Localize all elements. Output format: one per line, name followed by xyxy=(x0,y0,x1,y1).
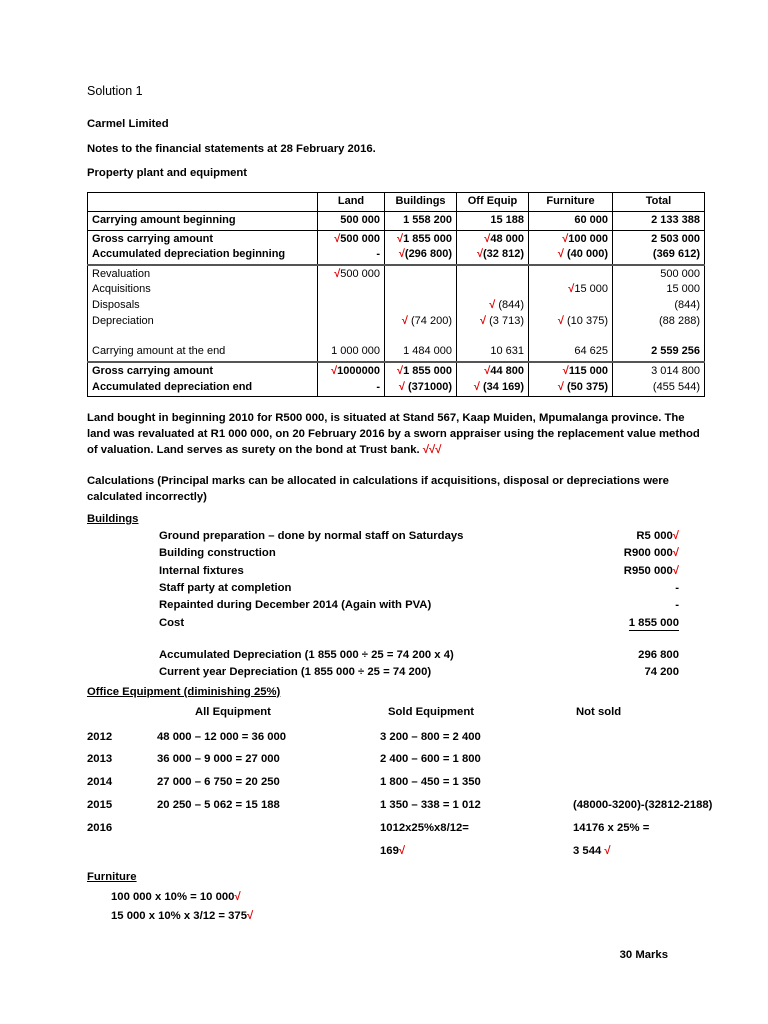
notes-heading: Notes to the financial statements at 28 February 2016. xyxy=(87,142,376,155)
row-label-group xyxy=(88,230,318,265)
col-header-total: Total xyxy=(613,192,705,211)
check-mark-icon: √ xyxy=(334,267,341,280)
row-label: Accumulated depreciation beginning xyxy=(92,248,286,261)
table-header-row xyxy=(87,705,765,730)
furniture-line-text: 100 000 x 10% = 10 000 xyxy=(111,890,235,903)
cell-buildings-group: √ (74 200) 1 484 000 xyxy=(385,265,457,362)
check-mark-icon: √ xyxy=(234,890,241,903)
list-item xyxy=(87,563,704,580)
cell-year: 2012 xyxy=(87,730,113,743)
col-header-buildings: Buildings xyxy=(385,192,457,211)
cell-not-sold: 3 544 √ xyxy=(573,844,611,857)
cell-all-equipment: 48 000 – 12 000 = 36 000 xyxy=(157,730,287,743)
table-row xyxy=(87,752,765,775)
cell-land: 500 000 xyxy=(318,211,385,230)
check-mark-icon: √ xyxy=(604,844,611,857)
cell-all-equipment xyxy=(145,844,380,867)
cell-year: 2016 xyxy=(87,821,113,834)
col-header-land: Land xyxy=(318,192,385,211)
cell-sold-equipment: 1 800 – 450 = 1 350 xyxy=(380,776,481,789)
table-row xyxy=(88,211,705,230)
cost-amount: R950 000√ xyxy=(623,564,679,577)
check-mark-icon: √ xyxy=(672,564,679,577)
check-mark-icon: √ xyxy=(562,364,569,377)
cell-sold-equipment: 2 400 – 600 = 1 800 xyxy=(380,753,481,766)
ppe-table xyxy=(87,192,705,397)
check-mark-icon: √ xyxy=(247,910,254,923)
cost-amount-total: 1 855 000 xyxy=(628,616,679,629)
depreciation-label: Current year Depreciation (1 855 000 ÷ 25 = 74 200) xyxy=(159,666,432,679)
cell-all-equipment: 20 250 – 5 062 = 15 188 xyxy=(157,799,280,812)
check-mark-icon: √ xyxy=(473,380,484,393)
cell-year: 2015 xyxy=(87,799,113,812)
list-item xyxy=(111,907,704,927)
office-equipment-table xyxy=(87,705,765,867)
check-mark-icon: √ xyxy=(398,844,406,857)
cell-not-sold xyxy=(573,730,765,753)
cell-year: 2014 xyxy=(87,776,113,789)
table-row xyxy=(87,798,765,821)
cell-sold-equipment: 1012x25%x8/12= xyxy=(380,821,469,834)
table-row xyxy=(87,844,765,867)
col-header-off-equip: Off Equip xyxy=(457,192,529,211)
cell-land-group: √500 000 1 000 000 xyxy=(318,265,385,362)
cell-furniture-group: √115 000 √ (50 375) xyxy=(529,362,613,397)
cell-buildings-group: √1 855 000 √(296 800) xyxy=(385,230,457,265)
cell-all-equipment: 27 000 – 6 750 = 20 250 xyxy=(157,776,280,789)
cell-year xyxy=(87,844,145,867)
cell-sold-equipment: 3 200 – 800 = 2 400 xyxy=(380,730,481,743)
row-label: Carrying amount at the end xyxy=(92,345,226,358)
col-header-year xyxy=(87,705,145,730)
row-label-group xyxy=(88,362,318,397)
cell-buildings: 1 558 200 xyxy=(385,211,457,230)
cost-amount: R900 000√ xyxy=(623,547,679,560)
check-mark-icon: √ xyxy=(568,283,575,296)
cell-land-group: √1000000 - xyxy=(318,362,385,397)
col-header-sold-equipment: Sold Equipment xyxy=(388,705,474,718)
cost-label: Ground preparation – done by normal staff on Saturdays xyxy=(159,529,464,542)
check-mark-icon: √ xyxy=(557,380,568,393)
furniture-line-text: 15 000 x 10% x 3/12 = 375 xyxy=(111,910,247,923)
office-equipment-heading: Office Equipment (diminishing 25%) xyxy=(87,685,281,698)
depreciation-amount: 296 800 xyxy=(638,649,679,662)
cell-off-equip-group: √48 000 √(32 812) xyxy=(457,230,529,265)
spacer-row xyxy=(87,632,704,647)
land-note-text: Land bought in beginning 2010 for R500 000, is situated at Stand 567, Kaap Muiden, Mpumalanga province. The land was revaluated at R1 000 000, on 20 February 2016 by a sworn appraiser using the replacement value method of valuation. Land serves as surety on the bond at Trust bank. xyxy=(87,412,700,457)
check-mark-icon: √ xyxy=(401,314,412,327)
cost-label: Internal fixtures xyxy=(159,564,244,577)
check-mark-icon: √ xyxy=(672,547,679,560)
check-mark-icon: √ xyxy=(480,314,490,327)
row-label: Disposals xyxy=(92,299,140,312)
row-label: Acquisitions xyxy=(92,283,151,296)
check-mark-icon: √ xyxy=(484,364,491,377)
check-mark-icon: √ xyxy=(557,314,568,327)
col-header-all-equipment: All Equipment xyxy=(195,705,271,718)
check-mark-icon: √ xyxy=(397,364,404,377)
cell-off-equip: 15 188 xyxy=(457,211,529,230)
table-row-group-end xyxy=(88,362,705,397)
cell-furniture-group: √100 000 √ (40 000) xyxy=(529,230,613,265)
check-mark-icon: √ xyxy=(334,232,341,245)
depreciation-amount: 74 200 xyxy=(644,666,679,679)
document-body xyxy=(87,84,713,962)
company-name: Carmel Limited xyxy=(87,118,169,130)
total-marks: 30 Marks xyxy=(619,949,668,962)
table-row xyxy=(87,730,765,753)
check-mark-icon: √ xyxy=(331,364,338,377)
list-item xyxy=(87,615,704,632)
row-label: Gross carrying amount xyxy=(92,232,214,245)
cell-off-equip-group: √44 800 √ (34 169) xyxy=(457,362,529,397)
furniture-calculations xyxy=(87,888,704,928)
col-header-blank xyxy=(88,192,318,211)
cell-not-sold xyxy=(573,775,765,798)
row-label: Depreciation xyxy=(92,314,154,327)
list-item xyxy=(87,597,704,614)
list-item xyxy=(87,647,704,664)
cell-total-group: 500 000 15 000 (844) (88 288) 2 559 256 xyxy=(613,265,705,362)
list-item xyxy=(87,528,704,545)
list-item xyxy=(87,580,704,597)
list-item xyxy=(87,664,704,681)
row-label: Revaluation xyxy=(92,267,151,280)
row-label: Carrying amount beginning xyxy=(88,211,318,230)
check-mark-icon: √ xyxy=(476,248,484,261)
check-mark-icon: √ xyxy=(489,299,499,312)
col-header-furniture: Furniture xyxy=(529,192,613,211)
cell-not-sold xyxy=(573,752,765,775)
cell-all-equipment: 36 000 – 9 000 = 27 000 xyxy=(157,753,280,766)
check-mark-icon: √ xyxy=(672,529,679,542)
table-row-group-beginning xyxy=(88,230,705,265)
cost-amount: - xyxy=(675,581,679,594)
cell-sold-equipment: 1 350 – 338 = 1 012 xyxy=(380,799,481,812)
cell-not-sold: (48000-3200)-(32812-2188) xyxy=(573,799,713,812)
depreciation-label: Accumulated Depreciation (1 855 000 ÷ 25 = 74 200 x 4) xyxy=(159,649,454,662)
check-mark-icon: √ xyxy=(398,248,405,261)
check-mark-icon: √ xyxy=(484,232,491,245)
cell-furniture-group: √15 000 √ (10 375) 64 625 xyxy=(529,265,613,362)
cost-amount: - xyxy=(675,599,679,612)
land-note-paragraph xyxy=(87,410,704,458)
table-row xyxy=(87,821,765,844)
table-row xyxy=(87,775,765,798)
col-header-not-sold: Not sold xyxy=(576,705,622,718)
spacer xyxy=(92,329,313,344)
cost-label: Staff party at completion xyxy=(159,581,292,594)
furniture-heading: Furniture xyxy=(87,870,137,883)
cost-amount: R5 000√ xyxy=(636,529,679,542)
check-mark-icon: √√√ xyxy=(422,444,442,457)
cell-all-equipment xyxy=(145,821,380,844)
cell-total-group: 2 503 000 (369 612) xyxy=(613,230,705,265)
cost-label: Cost xyxy=(159,616,185,629)
cell-total: 2 133 388 xyxy=(613,211,705,230)
cell-off-equip-group: √ (844) √ (3 713) 10 631 xyxy=(457,265,529,362)
check-mark-icon: √ xyxy=(398,380,408,393)
cost-label: Building construction xyxy=(159,547,276,560)
table-header-row xyxy=(88,192,705,211)
cell-sold-equipment: 169√ xyxy=(380,844,406,857)
cell-year: 2013 xyxy=(87,753,113,766)
cost-label: Repainted during December 2014 (Again with PVA) xyxy=(159,599,432,612)
list-item xyxy=(87,545,704,562)
cell-buildings-group: √1 855 000 √ (371000) xyxy=(385,362,457,397)
cell-furniture: 60 000 xyxy=(529,211,613,230)
buildings-cost-list xyxy=(87,528,704,682)
row-label: Gross carrying amount xyxy=(92,364,214,377)
cell-land-group: √500 000 - xyxy=(318,230,385,265)
cell-not-sold: 14176 x 25% = xyxy=(573,821,650,834)
check-mark-icon: √ xyxy=(562,232,569,245)
list-item xyxy=(111,888,704,908)
section-heading: Property plant and equipment xyxy=(87,167,248,180)
check-mark-icon: √ xyxy=(557,248,568,261)
check-mark-icon: √ xyxy=(397,232,404,245)
buildings-heading: Buildings xyxy=(87,512,139,525)
row-label: Accumulated depreciation end xyxy=(92,380,253,393)
calculations-intro: Calculations (Principal marks can be allocated in calculations if acquisitions, disposal or depreciations were calculated incorrectly) xyxy=(87,474,669,503)
page-title: Solution 1 xyxy=(87,84,143,98)
row-label-group xyxy=(88,265,318,362)
table-row-group-movements xyxy=(88,265,705,362)
cell-total-group: 3 014 800 (455 544) xyxy=(613,362,705,397)
